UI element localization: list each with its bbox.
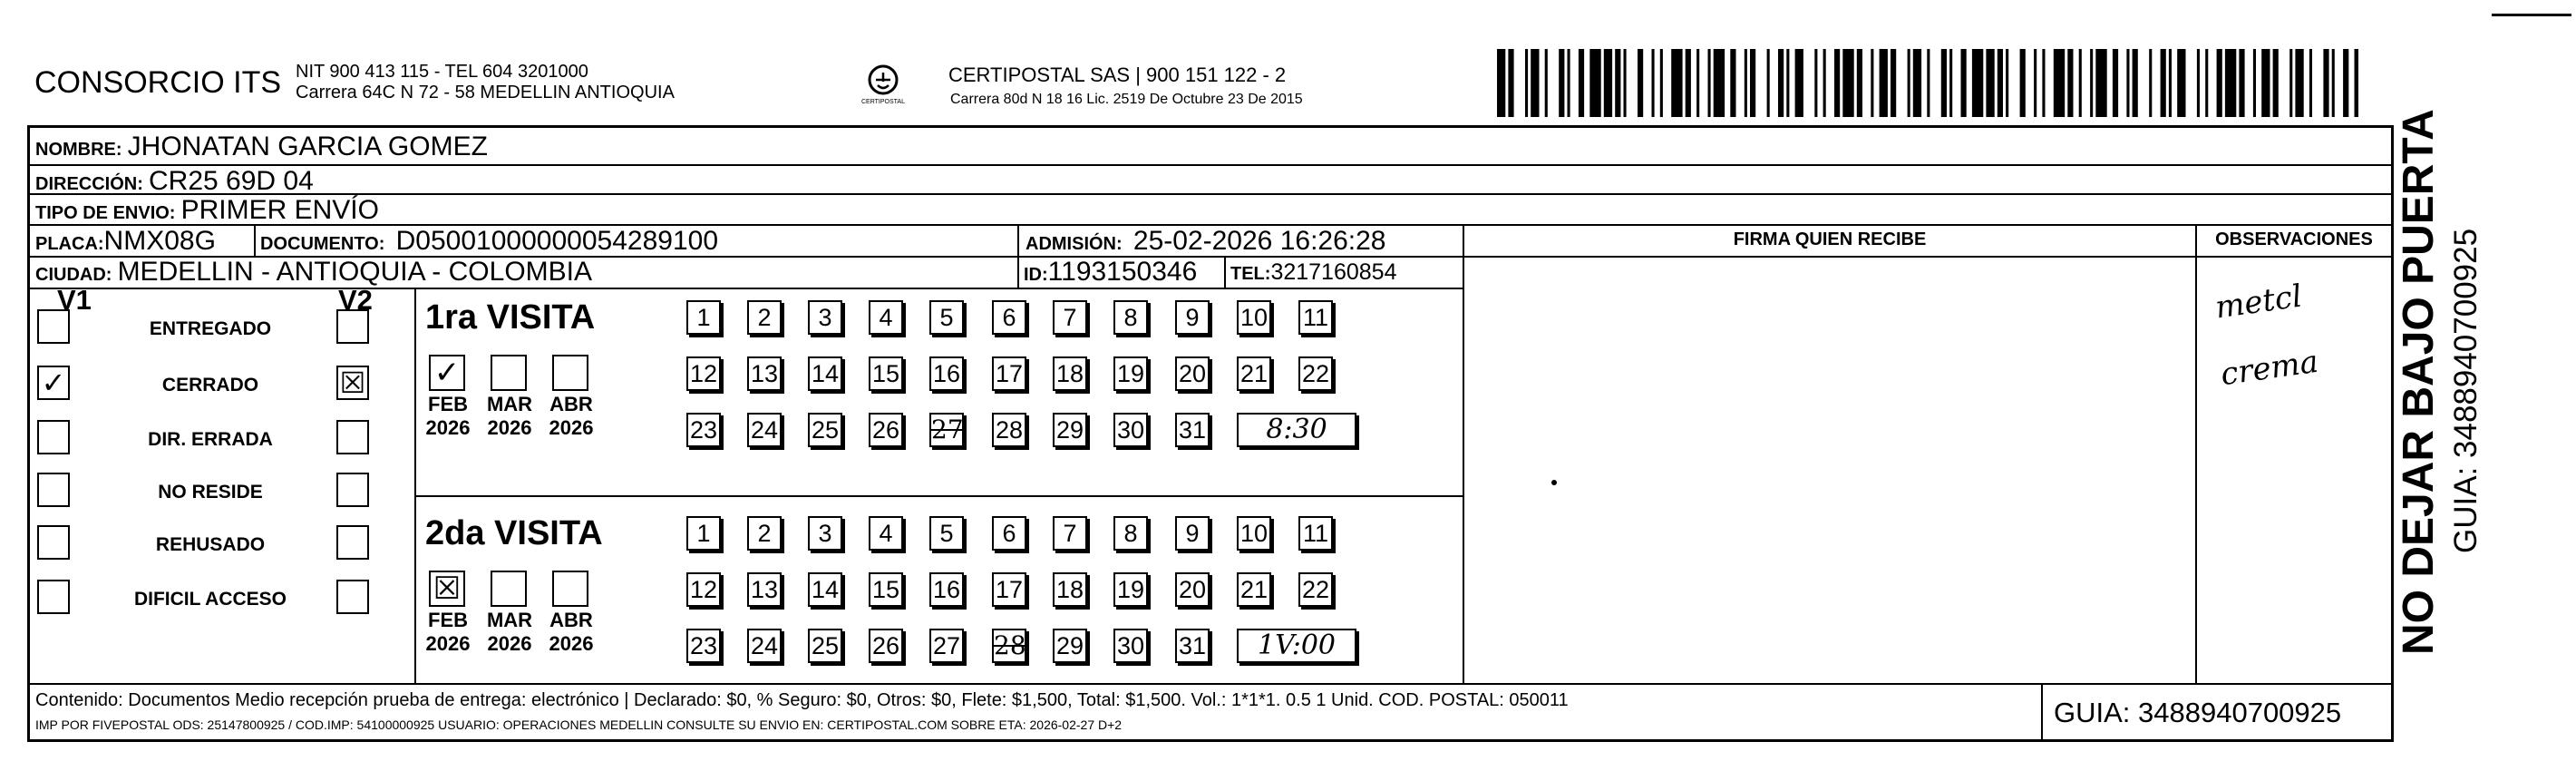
visit-2-day-box[interactable]: 9 [1175,516,1210,551]
barcode-bar [2197,49,2200,117]
visit-1-day-box[interactable]: 25 [808,413,842,447]
month-name: MAR [486,609,533,631]
observaciones-header: OBSERVACIONES [2215,229,2373,249]
visit-1-day-box[interactable]: 30 [1113,413,1148,447]
visit-2-day-box-marked[interactable] [992,629,1026,663]
visit-2-month-checkbox-mar[interactable] [491,571,527,607]
barcode-bar [1660,49,1663,117]
visit-2-day-box[interactable]: 1 [686,516,721,551]
visit-1-day-box[interactable]: 17 [992,356,1026,391]
status-label-dificil-acceso: DIFICIL ACCESO [133,589,287,610]
day-number: 27 [931,415,964,444]
barcode-bar [1525,49,1528,117]
barcode-bar [1998,49,2003,117]
barcode-bar [1891,49,1896,117]
documento-cell: DOCUMENTO: D05001000000054289100 [260,226,718,256]
month-year: 2026 [487,416,532,439]
direccion-value: CR25 69D 04 [149,166,314,196]
nombre-row: NOMBRE: JHONATAN GARCIA GOMEZ [35,132,488,161]
barcode-bar [1986,49,1994,117]
firma-header: FIRMA QUIEN RECIBE [1733,229,1927,249]
barcode-bar [2149,49,2152,117]
barcode-bar [1823,49,1826,117]
barcode-bar [2225,49,2236,117]
visit-2-day-box[interactable]: 17 [992,572,1026,607]
v2-checkbox-dificil-acceso[interactable] [336,580,369,614]
barcode-bar [1708,49,1711,117]
footer-contents: Contenido: Documentos Medio recepción prueba de entrega: electrónico | Declarado: $0, % Seguro: $0, Otros: $0, Flete: $1,500, Total: $1,500. Vol.: 1*1*1. 0.5 1 Unid. COD. POSTAL: 050011 [35,690,1569,710]
barcode-bar [1786,49,1789,117]
visit-1-day-box[interactable]: 13 [747,356,782,391]
v1-checkbox-dir-errada[interactable] [37,420,70,454]
status-label-rehusado: REHUSADO [155,534,266,555]
v1-checkbox-cerrado[interactable]: ✓ [37,366,70,400]
tracking-barcode [1497,49,2358,117]
barcode-bar [1745,49,1747,117]
visit-1-day-box[interactable]: 15 [869,356,903,391]
visit-1-day-box[interactable]: 8 [1113,300,1148,335]
barcode-bar [1795,49,1803,117]
v1-checkbox-entregado[interactable] [37,309,70,344]
company-contact [296,62,675,103]
month-name: FEB [428,393,468,415]
status-label-no-reside: NO RESIDE [158,482,263,503]
visit-2-day-box[interactable]: 3 [808,516,842,551]
visit-1-day-box[interactable]: 10 [1237,300,1271,335]
month-year: 2026 [549,416,594,439]
visit-2-day-box[interactable]: 27 [929,629,964,663]
month-name: ABR [549,393,593,415]
barcode-bar [1730,49,1735,117]
visit-2-month-checkbox-feb[interactable]: ☒ [429,571,465,607]
month-year: 2026 [425,416,471,439]
visit-2-day-box[interactable]: 10 [1237,516,1271,551]
barcode-bar [1834,49,1840,117]
visit-1-day-box[interactable]: 4 [869,300,903,335]
visit-1-title: 1ra VISITA [425,298,596,337]
signature-dot [1551,480,1557,485]
visit-2-day-box[interactable]: 31 [1175,629,1210,663]
visit-1-day-box[interactable]: 18 [1053,356,1087,391]
visit-1-month-label [478,393,541,440]
visit-2-month-label [416,609,480,656]
barcode-bar [2169,49,2172,117]
status-label-entregado: ENTREGADO [149,318,272,339]
v1-checkbox-dificil-acceso[interactable] [37,580,70,614]
barcode-bar [1767,49,1770,117]
v2-header: V2 [338,284,373,316]
visit-2-time-box[interactable]: 1V:00 [1237,629,1356,663]
visit-2-day-box[interactable]: 23 [686,629,721,663]
barcode-bar [2253,49,2256,117]
barcode-bar [2054,49,2065,117]
visit-1-day-box[interactable]: 31 [1175,413,1210,447]
visit-2-day-box[interactable]: 2 [747,516,782,551]
visit-1-day-box[interactable]: 20 [1175,356,1210,391]
visit-2-day-box[interactable]: 19 [1113,572,1148,607]
barcode-bar [2261,49,2270,117]
barcode-bar [1604,49,1612,117]
nombre-value: JHONATAN GARCIA GOMEZ [127,132,488,161]
barcode-bar [1880,49,1888,117]
nit-line: NIT 900 413 115 - TEL 604 3201000 [296,62,588,82]
barcode-bar [2113,49,2118,117]
visit-1-day-box[interactable]: 3 [808,300,842,335]
barcode-bar [2323,49,2328,117]
tipo-envio-row: TIPO DE ENVIO: PRIMER ENVÍO [35,195,379,225]
ciudad-row: CIUDAD: MEDELLIN - ANTIOQUIA - COLOMBIA [35,257,592,287]
admision-value: 25-02-2026 16:26:28 [1132,226,1386,256]
visit-1-day-box[interactable]: 9 [1175,300,1210,335]
status-label-dir-errada: DIR. ERRADA [148,429,273,450]
visit-2-day-box[interactable]: 13 [747,572,782,607]
barcode-bar [2309,49,2312,117]
barcode-bar [1624,49,1627,117]
courier-address: Carrera 80d N 18 16 Lic. 2519 De Octubre 23 De 2015 [950,92,1303,107]
barcode-bar [1871,49,1873,117]
footer-print-info: IMP POR FIVEPOSTAL ODS: 25147800925 / COD.IMP: 54100000925 USUARIO: OPERACIONES MEDELLIN CONSULTE SU ENVIO EN: CERTIPOSTAL.COM SOBRE ETA: 2026-02-27 D+2 [35,717,1123,732]
v2-checkbox-dir-errada[interactable] [336,420,369,454]
visit-2-day-box[interactable]: 22 [1298,572,1333,607]
visit-1-day-box[interactable]: 29 [1053,413,1087,447]
barcode-bar [2090,49,2093,117]
barcode-bar [1508,49,1513,117]
v2-checkbox-rehusado[interactable] [336,525,369,560]
barcode-bar [1652,49,1655,117]
observation-handwriting-2: crema [2218,343,2321,394]
visit-1-time-box[interactable]: 8:30 [1237,413,1356,447]
visit-2-day-box[interactable]: 25 [808,629,842,663]
tel-cell: TEL:3217160854 [1230,259,1397,285]
barcode-bar [1497,49,1505,117]
visit-1-day-box[interactable]: 12 [686,356,721,391]
barcode-bar [1714,49,1725,117]
visit-1-day-box[interactable]: 5 [929,300,964,335]
barcode-bar [2217,49,2222,117]
delivery-form [27,125,2394,742]
visit-2-day-box[interactable]: 18 [1053,572,1087,607]
ciudad-value: MEDELLIN - ANTIOQUIA - COLOMBIA [117,257,592,287]
barcode-bar [1545,49,1548,117]
v2-checkbox-no-reside[interactable] [336,473,369,507]
address-line: Carrera 64C N 72 - 58 MEDELLIN ANTIOQUIA [296,83,675,102]
placa-value: NMX08G [103,226,216,256]
company-name: CONSORCIO ITS [34,65,282,100]
visit-2-day-box[interactable]: 14 [808,572,842,607]
tel-value: 3217160854 [1270,259,1397,285]
barcode-bar [2355,49,2359,117]
visit-2-month-label [478,609,541,656]
barcode-bar [2205,49,2208,117]
barcode-bar [1908,49,1910,117]
visit-2-day-box[interactable]: 7 [1053,516,1087,551]
barcode-bar [2126,49,2129,117]
barcode-bar [2273,49,2279,117]
barcode-bar [1857,49,1862,117]
barcode-bar [1961,49,1967,117]
barcode-bar [2239,49,2244,117]
barcode-bar [1615,49,1620,117]
visit-2-day-box[interactable]: 11 [1298,516,1333,551]
footer-guia: GUIA: 3488940700925 [2054,697,2342,728]
visit-1-month-checkbox-mar[interactable] [491,355,527,391]
visit-2-title: 2da VISITA [425,514,603,552]
barcode-bar [1686,49,1691,117]
month-name: FEB [428,609,468,631]
barcode-bar [1559,49,1564,117]
barcode-bar [2067,49,2073,117]
status-label-cerrado: CERRADO [161,375,259,395]
barcode-bar [2332,49,2335,117]
barcode-bar [1941,49,1947,117]
visit-1-month-label [416,393,480,440]
barcode-bar [1778,49,1784,117]
barcode-bar [1913,49,1921,117]
barcode-bar [2343,49,2348,117]
v2-checkbox-entregado[interactable] [336,309,369,344]
visit-2-month-checkbox-abr[interactable] [552,571,588,607]
visit-2-day-box[interactable]: 12 [686,572,721,607]
day-number: 28 [994,630,1026,660]
barcode-bar [1927,49,1930,117]
barcode-bar [1568,49,1570,117]
visit-2-day-box[interactable]: 6 [992,516,1026,551]
visit-2-day-box[interactable]: 15 [869,572,903,607]
visit-1-day-box[interactable]: 14 [808,356,842,391]
visit-1-day-box[interactable]: 1 [686,300,721,335]
visit-1-month-label [540,393,603,440]
visit-1-day-box[interactable]: 23 [686,413,721,447]
logo-caption: CERTIPOSTAL [861,99,905,105]
visit-2-day-box[interactable]: 21 [1237,572,1271,607]
barcode-bar [1531,49,1539,117]
month-name: ABR [549,609,593,631]
v2-checkbox-cerrado[interactable]: ☒ [336,366,369,400]
barcode-bar [2006,49,2008,117]
barcode-bar [2133,49,2138,117]
barcode-bar [2177,49,2185,117]
corner-rule [2492,14,2571,16]
tipo-envio-value: PRIMER ENVÍO [180,195,379,225]
observation-handwriting-1: metcl [2212,278,2305,327]
admision-cell: ADMISIÓN: 25-02-2026 16:26:28 [1026,226,1386,256]
barcode-bar [1638,49,1643,117]
barcode-bar [2161,49,2166,117]
visit-1-day-box[interactable]: 24 [747,413,782,447]
v1-checkbox-no-reside[interactable] [37,473,70,507]
visit-2-day-box[interactable]: 16 [929,572,964,607]
visit-1-day-box[interactable]: 7 [1053,300,1087,335]
id-cell: ID:1193150346 [1024,257,1198,287]
visit-1-day-box[interactable]: 22 [1298,356,1333,391]
barcode-bar [1814,49,1817,117]
visit-2-day-box[interactable]: 20 [1175,572,1210,607]
barcode-bar [2034,49,2036,117]
barcode-bar [1671,49,1682,117]
visit-2-day-box[interactable]: 8 [1113,516,1148,551]
direccion-row: DIRECCIÓN: CR25 69D 04 [35,166,314,196]
barcode-bar [2295,49,2303,117]
month-year: 2026 [425,632,471,655]
visit-2-day-box[interactable]: 30 [1113,629,1148,663]
visit-1-day-box[interactable]: 2 [747,300,782,335]
visit-1-day-box[interactable]: 28 [992,413,1026,447]
barcode-bar [1750,49,1755,117]
visit-1-month-checkbox-feb[interactable]: ✓ [429,355,465,391]
visit-2-day-box[interactable]: 5 [929,516,964,551]
visit-1-day-box[interactable]: 16 [929,356,964,391]
month-year: 2026 [487,632,532,655]
visit-1-day-box-marked[interactable] [929,413,964,447]
visit-2-day-box[interactable]: 4 [869,516,903,551]
barcode-bar [1949,49,1952,117]
barcode-bar [2020,49,2026,117]
barcode-bar [2079,49,2082,117]
barcode-bar [2095,49,2106,117]
guia-vertical: GUIA: 3488940700925 [2448,228,2484,553]
id-value: 1193150346 [1047,257,1198,287]
visit-1-day-box[interactable]: 6 [992,300,1026,335]
barcode-bar [2289,49,2292,117]
barcode-bar [2042,49,2045,117]
visit-2-month-label [540,609,603,656]
documento-value: D05001000000054289100 [395,226,718,256]
month-year: 2026 [549,632,594,655]
v1-header: V1 [57,284,92,316]
visit-1-day-box[interactable]: 26 [869,413,903,447]
visit-1-day-box[interactable]: 21 [1237,356,1271,391]
visit-2-day-box[interactable]: 24 [747,629,782,663]
v1-checkbox-rehusado[interactable] [37,525,70,560]
barcode-bar [1972,49,1983,117]
placa-cell: PLACA:NMX08G [35,226,216,256]
barcode-bar [1842,49,1853,117]
barcode-bar [1696,49,1699,117]
visit-1-day-box[interactable]: 19 [1113,356,1148,391]
visit-2-day-box[interactable]: 29 [1053,629,1087,663]
courier-name: CERTIPOSTAL SAS | 900 151 122 - 2 [948,63,1287,86]
barcode-bar [1589,49,1600,117]
barcode-bar [1579,49,1584,117]
month-name: MAR [486,393,533,415]
visit-2-day-box[interactable]: 26 [869,629,903,663]
warning-vertical: NO DEJAR BAJO PUERTA [2395,109,2443,655]
visit-1-month-checkbox-abr[interactable] [552,355,588,391]
visit-1-day-box[interactable]: 11 [1298,300,1333,335]
